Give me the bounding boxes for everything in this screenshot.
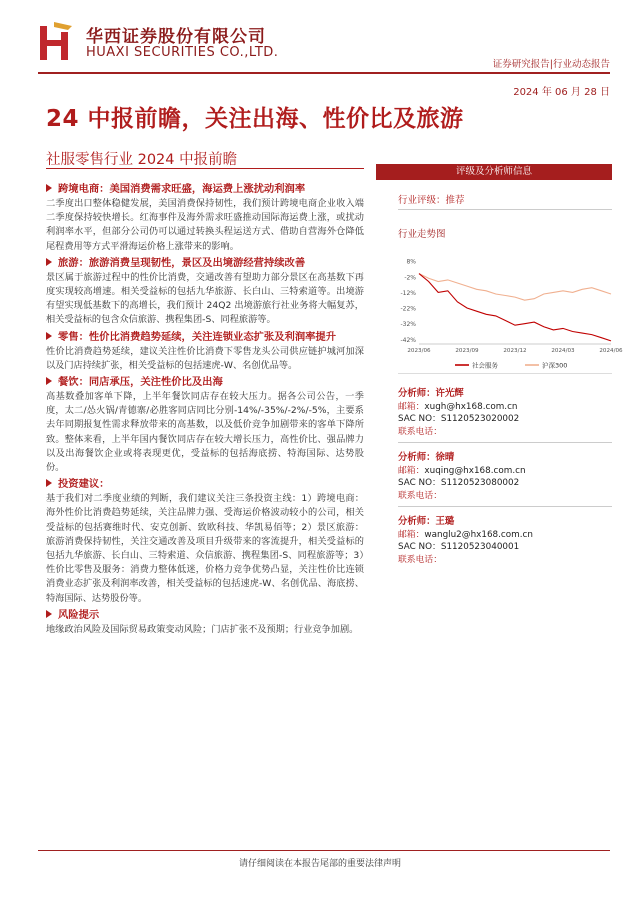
- company-name-en: HUAXI SECURITIES CO.,LTD.: [86, 45, 279, 60]
- legend-label: 沪深300: [542, 361, 568, 370]
- industry-rating: 行业评级：推荐: [398, 195, 465, 206]
- trend-chart: [393, 252, 623, 374]
- divider: [398, 373, 612, 374]
- section-heading: 零售：性价比消费趋势延续，关注连锁业态扩张及利润率提升: [46, 330, 364, 345]
- divider: [398, 506, 612, 507]
- x-tick-label: 2023/09: [455, 348, 479, 354]
- analyst-phone: 联系电话：: [398, 554, 442, 565]
- x-tick-label: 2024/03: [551, 348, 575, 354]
- section-heading: 跨境电商：美国消费需求旺盛，海运费上涨扰动利润率: [46, 182, 364, 197]
- footer-disclaimer: 请仔细阅读在本报告尾部的重要法律声明: [238, 859, 401, 869]
- section-body: 性价比消费趋势延续，建议关注性价比消费下零售龙头公司供应链护城河加深以及门店持续扩张，相关受益标的包括速虎-W、名创优品等。: [46, 345, 364, 371]
- report-subtitle: 社服零售行业 2024 中报前瞻: [46, 152, 238, 168]
- y-tick-label: -2%: [404, 274, 416, 282]
- section-body: 二季度出口整体稳健发展，美国消费保持韧性，我们预计跨境电商企业收入端二季度保持较快增长。红海事件及海外需求旺盛推动国际海运费上涨，或扰动利润率水平，但部分公司仍可以通过转换头程运送方式、借助自营海外仓降低尾程费用等方式平滑海运价格上涨带来的影响。: [46, 198, 364, 252]
- analyst-card: 分析师：徐晴 邮箱：xuqing@hx168.com.cn SAC NO：S1120523080002 联系电话：: [398, 452, 612, 502]
- analyst-email: wanglu2@hx168.com.cn: [424, 529, 533, 540]
- analyst-sac: S1120523040001: [440, 542, 520, 553]
- section-heading: 风险提示: [46, 608, 364, 623]
- divider: [398, 442, 612, 443]
- bullet-triangle-icon: [46, 184, 52, 192]
- summary-column: [46, 180, 364, 637]
- y-tick-label: -12%: [400, 289, 416, 297]
- y-tick-label: -42%: [400, 336, 416, 344]
- subtitle-divider: [46, 168, 364, 169]
- section-body: 基于我们对二季度业绩的判断，我们建议关注三条投资主线：1）跨境电商：海外性价比消费趋势延续，关注品牌力强、受海运价格波动较小的公司，相关受益标的包括赛维时代、安克创新、致欧科技、华凯易佰等；2）景区旅游：旅游消费保持韧性，关注交通改善及项目升级带来的客流提升，相关受益标的包括九华旅游、长白山、三特索道、众信旅游、携程集团-S、同程旅游等；3）性价比零售及服务：消费力整体低迷，价格力竞争优势凸显，关注性价比连锁消费业态扩张及利润率改善，相关受益标的包括速虎-W、名创优品、海底捞、特海国际、达势股份等。: [46, 493, 364, 604]
- trend-chart-label: 行业走势图: [398, 229, 446, 240]
- company-name-cn: 华西证券股份有限公司: [86, 27, 266, 47]
- analyst-phone: 联系电话：: [398, 426, 442, 437]
- analyst-email: xuqing@hx168.com.cn: [424, 465, 526, 476]
- trend-chart-svg: [393, 252, 623, 374]
- bullet-triangle-icon: [46, 377, 52, 385]
- bullet-triangle-icon: [46, 479, 52, 487]
- bullet-triangle-icon: [46, 610, 52, 618]
- section-body: 地缘政治风险及国际贸易政策变动风险；门店扩张不及预期；行业竞争加剧。: [46, 623, 359, 635]
- series-line-社会服务: [419, 274, 611, 341]
- y-tick-label: -22%: [400, 305, 416, 313]
- bullet-triangle-icon: [46, 258, 52, 266]
- analyst-email: xugh@hx168.com.cn: [424, 401, 518, 412]
- section-heading: 投资建议：: [46, 477, 364, 492]
- header-divider: [38, 72, 610, 74]
- panel-header: 评级及分析师信息: [376, 164, 612, 180]
- bullet-triangle-icon: [46, 332, 52, 340]
- footer-divider: [38, 850, 610, 851]
- x-tick-label: 2023/12: [503, 348, 527, 354]
- analyst-card: 分析师：许光辉 邮箱：xugh@hx168.com.cn SAC NO：S1120523020002 联系电话：: [398, 388, 612, 438]
- report-title: 24 中报前瞻，关注出海、性价比及旅游: [46, 106, 464, 132]
- analyst-sac: S1120523080002: [440, 478, 520, 489]
- divider: [398, 209, 612, 210]
- section-heading: 旅游：旅游消费呈现韧性，景区及出境游经营持续改善: [46, 256, 364, 271]
- company-logo-icon: [38, 22, 74, 62]
- section-heading: 餐饮：同店承压，关注性价比及出海: [46, 375, 364, 390]
- analyst-name: 王璐: [435, 516, 455, 527]
- y-tick-label: -32%: [400, 321, 416, 329]
- legend-label: 社会服务: [472, 361, 498, 370]
- series-line-沪深300: [419, 274, 611, 301]
- y-tick-label: 8%: [406, 258, 416, 266]
- x-tick-label: 2023/06: [407, 348, 431, 354]
- report-type: 证券研究报告|行业动态报告: [492, 59, 610, 70]
- section-body: 高基数叠加客单下降，上半年餐饮同店存在较大压力。据各公司公告，一季度，太二/怂火锅/青德寨/必胜客同店同比分别-14%/-35%/-2%/-5%，主要系去年同期报复性需求释放带来的高基数，以及低价竞争加剧带来的客单下降所致。整体来看，上半年国内餐饮同店存在较大增长压力，高性价比、强品牌力以及出海餐饮企业或将表现更优，受益标的包括海底捞、特海国际、达势股份。: [46, 391, 364, 474]
- report-date: 2024 年 06 月 28 日: [513, 87, 610, 98]
- analyst-sac: S1120523020002: [440, 414, 520, 425]
- analyst-name: 徐晴: [435, 452, 455, 463]
- section-body: 景区属于旅游过程中的性价比消费，交通改善有望助力部分景区在高基数下再度实现较高增速。相关受益标的包括九华旅游、长白山、三特索道等。出境游有望实现低基数下的高增长，我们预计 24Q2 出境游旅行社业务将大幅复苏，相关受益标的包含众信旅游、携程集团-S、同程旅游等。: [46, 271, 364, 326]
- analyst-card: 分析师：王璐 邮箱：wanglu2@hx168.com.cn SAC NO：S1120523040001 联系电话：: [398, 516, 612, 566]
- analyst-name: 许光辉: [435, 388, 464, 399]
- x-tick-label: 2024/06: [599, 348, 623, 354]
- analyst-phone: 联系电话：: [398, 490, 442, 501]
